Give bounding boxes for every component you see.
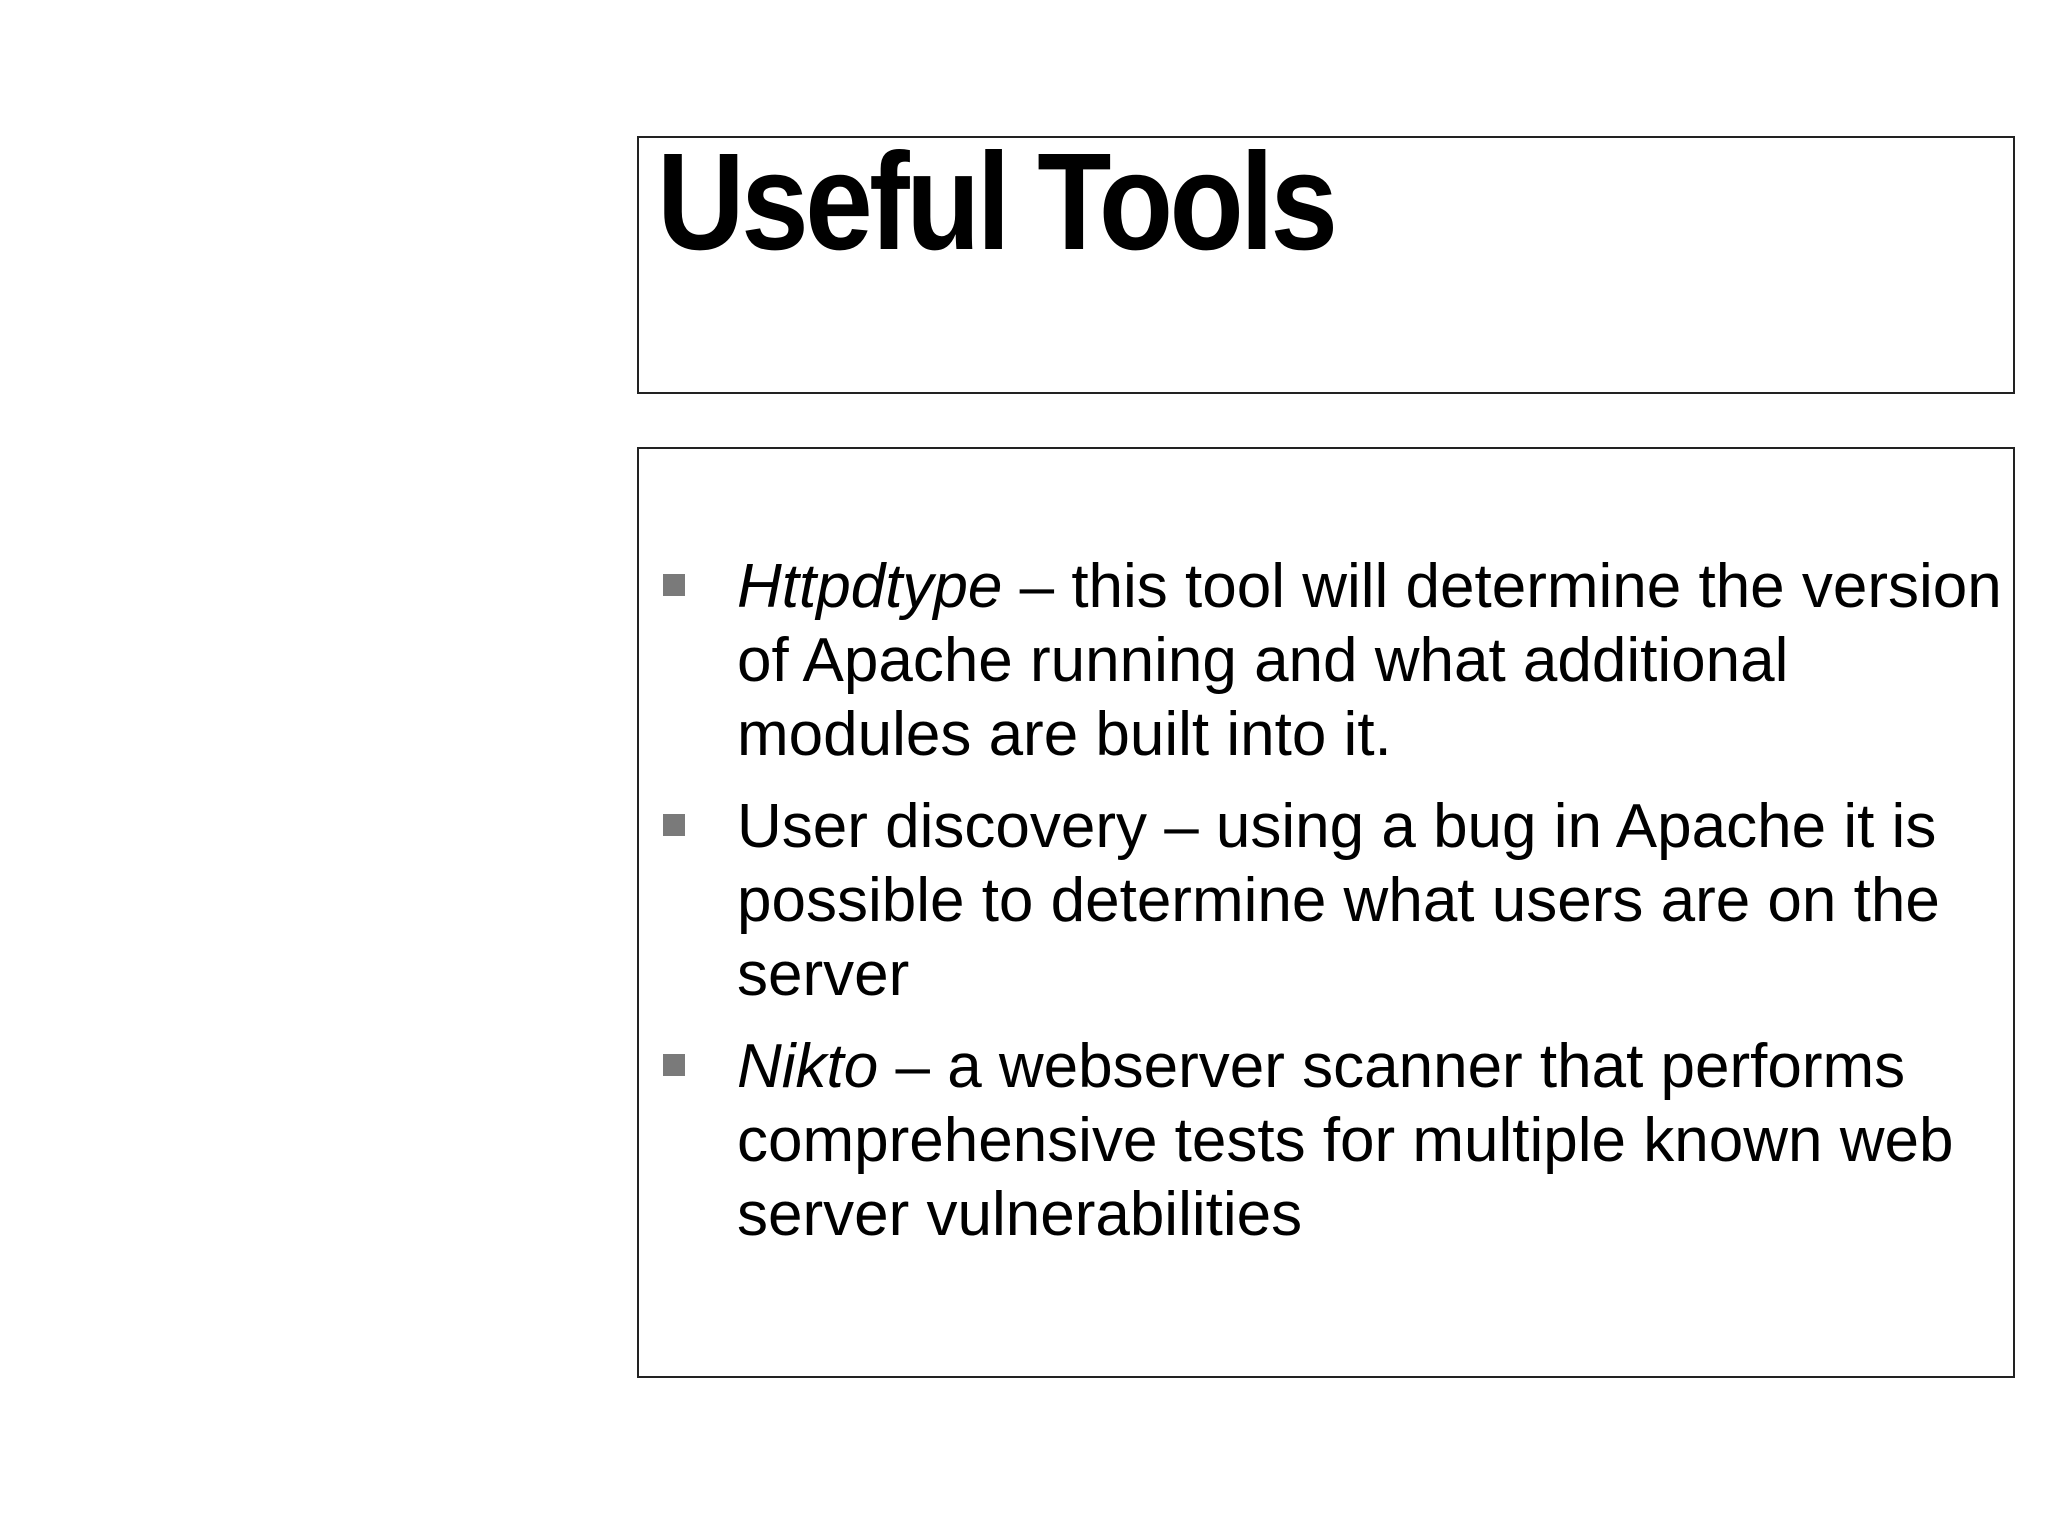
bullet-text: – this tool will determine the version of Apache running and what additional modules are built into it. [737, 552, 2002, 769]
square-bullet-icon [663, 574, 685, 596]
square-bullet-icon [663, 814, 685, 836]
bullet-term: Httpdtype [737, 552, 1003, 621]
bullet-text: – a webserver scanner that performs comprehensive tests for multiple known web server vulnerabilities [737, 1032, 1954, 1249]
bullet-item-nikto [663, 1030, 2003, 1252]
title-placeholder [637, 136, 2015, 394]
bullet-item-user-discovery [663, 790, 2003, 1012]
bullet-term: Nikto [737, 1032, 879, 1101]
bullet-item-httpdtype [663, 550, 2003, 772]
bullet-text: User discovery – using a bug in Apache it is possible to determine what users are on the server [737, 792, 1940, 1009]
content-placeholder [637, 447, 2015, 1378]
square-bullet-icon [663, 1054, 685, 1076]
slide-title: Useful Tools [657, 136, 1335, 279]
bullet-list [663, 550, 2003, 1270]
